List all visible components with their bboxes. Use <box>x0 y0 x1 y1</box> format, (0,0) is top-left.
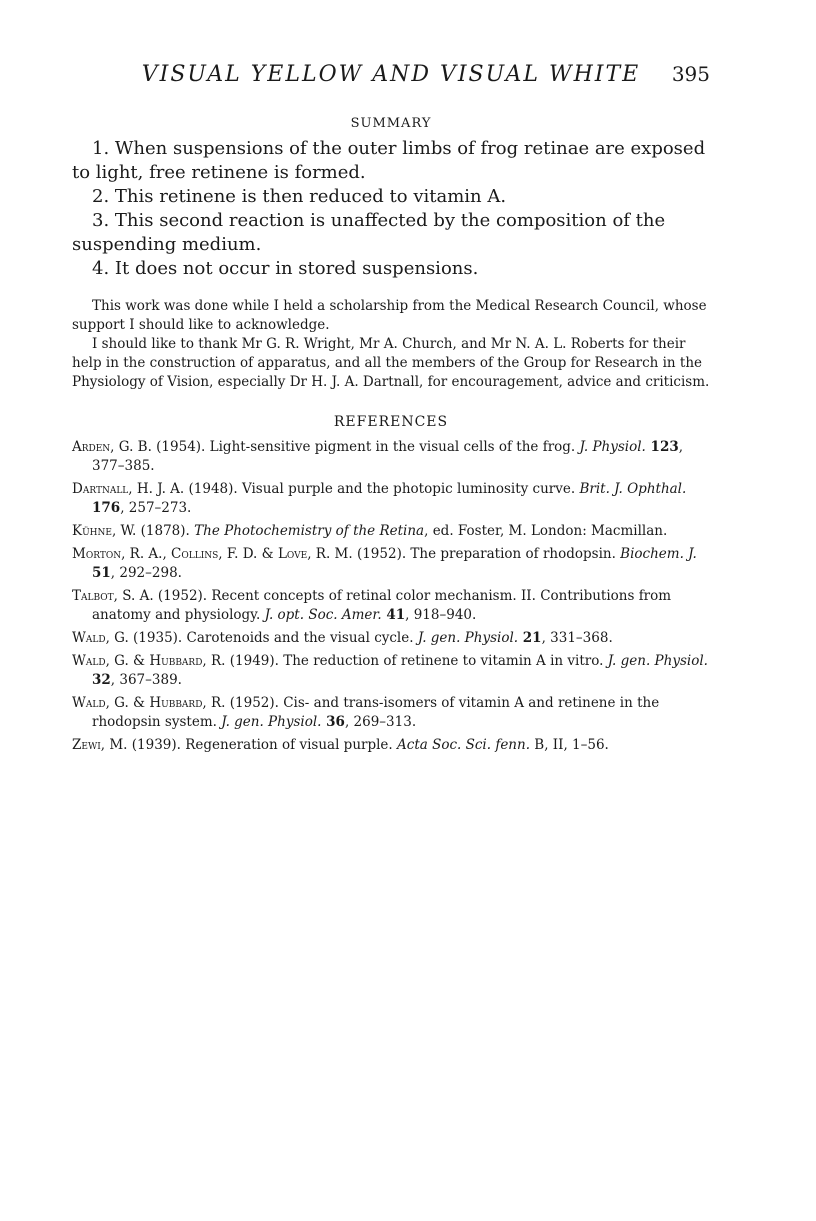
reference-list <box>72 438 710 755</box>
reference-pages: , 331–368. <box>541 630 613 646</box>
summary-heading: SUMMARY <box>350 116 432 131</box>
reference-text: (1952). Cis- and trans-isomers of vitamin A and retinene in the rhodopsin system. <box>92 695 660 730</box>
reference-text: (1952). Recent concepts of retinal color mechanism. II. Contributions from anatomy and physiology. <box>92 588 672 623</box>
reference-pages: , 269–313. <box>344 714 417 730</box>
reference-pages: , 257–273. <box>120 500 192 516</box>
acknowledgements <box>72 297 710 392</box>
reference-journal: J. gen. Physiol. <box>221 714 322 730</box>
reference-text: (1954). Light-sensitive pigment in the visual cells of the frog. <box>151 439 580 455</box>
reference-author: Arden, G. B. <box>72 439 152 455</box>
reference-pages: B, II, 1–56. <box>530 737 609 753</box>
summary-item: 2. This retinene is then reduced to vitamin A. <box>92 186 507 207</box>
reference-author: Dartnall, H. J. A. <box>72 481 185 497</box>
reference-journal: J. Physiol. <box>579 439 646 455</box>
reference-journal: Acta Soc. Sci. fenn. <box>397 737 530 753</box>
reference-author: Wald, G. <box>72 630 129 646</box>
reference-journal: J. opt. Soc. Amer. <box>264 607 382 623</box>
summary-item: 4. It does not occur in stored suspensions. <box>92 258 479 279</box>
page <box>72 62 710 759</box>
reference-author: Wald, G. & Hubbard, R. <box>72 653 226 669</box>
acknowledgement-paragraph: I should like to thank Mr G. R. Wright, Mr A. Church, and Mr N. A. L. Roberts for their help in the construction of apparatus, and all the members of the Group for Research in the Physiology of Vision, especially Dr H. J. A. Dartnall, for encouragement, advice and criticism. <box>72 336 710 390</box>
reference-text: (1952). The preparation of rhodopsin. <box>352 546 621 562</box>
summary-list <box>72 137 710 281</box>
reference-volume: 36 <box>321 714 345 730</box>
reference-text: (1935). Carotenoids and the visual cycle. <box>128 630 418 646</box>
reference-text: (1949). The reduction of retinene to vitamin A in vitro. <box>225 653 608 669</box>
reference-pages: , 292–298. <box>110 565 182 581</box>
summary-item: 3. This second reaction is unaffected by the composition of the suspending medium. <box>72 210 666 255</box>
reference-volume: 176 <box>92 500 121 516</box>
reference-item <box>72 587 710 625</box>
reference-pages: , 377–385. <box>92 439 684 474</box>
reference-item <box>72 438 710 476</box>
reference-item <box>72 694 710 732</box>
acknowledgement-paragraph: This work was done while I held a scholarship from the Medical Research Council, whose support I should like to acknowledge. <box>72 298 707 333</box>
reference-journal: J. gen. Physiol. <box>607 653 708 669</box>
reference-item <box>72 522 710 541</box>
reference-author: Kühne, W. <box>72 523 137 539</box>
reference-volume: 41 <box>381 607 406 623</box>
reference-author: Morton, R. A., Collins, F. D. & Love, R. M. <box>72 546 353 562</box>
reference-pages: , 367–389. <box>110 672 182 688</box>
reference-pages: , 918–940. <box>405 607 477 623</box>
reference-volume: 123 <box>645 439 679 455</box>
reference-journal: J. gen. Physiol. <box>417 630 519 646</box>
reference-item <box>72 629 710 648</box>
summary-item: 1. When suspensions of the outer limbs of frog retinae are exposed to light, free retinene is formed. <box>72 138 706 183</box>
reference-journal: Biochem. J. <box>620 546 697 562</box>
page-header <box>72 62 710 98</box>
reference-author: Zewi, M. <box>72 737 128 753</box>
reference-volume: 21 <box>518 630 542 646</box>
reference-item <box>72 652 710 690</box>
reference-text: (1878). <box>136 523 195 539</box>
reference-item <box>72 545 710 583</box>
page-number: 395 <box>671 62 710 86</box>
reference-item <box>72 480 710 518</box>
reference-text: (1939). Regeneration of visual purple. <box>127 737 398 753</box>
running-title: VISUAL YELLOW AND VISUAL WHITE <box>141 62 641 87</box>
references-heading: REFERENCES <box>333 414 449 430</box>
reference-journal: Brit. J. Ophthal. <box>579 481 687 497</box>
reference-pages: , ed. Foster, M. London: Macmillan. <box>424 523 668 539</box>
reference-item <box>72 736 710 755</box>
reference-volume: 51 <box>92 565 111 581</box>
reference-author: Talbot, S. A. <box>72 588 154 604</box>
reference-volume: 32 <box>92 672 111 688</box>
reference-text: (1948). Visual purple and the photopic luminosity curve. <box>184 481 580 497</box>
reference-author: Wald, G. & Hubbard, R. <box>72 695 226 711</box>
reference-journal: The Photochemistry of the Retina <box>194 523 425 539</box>
